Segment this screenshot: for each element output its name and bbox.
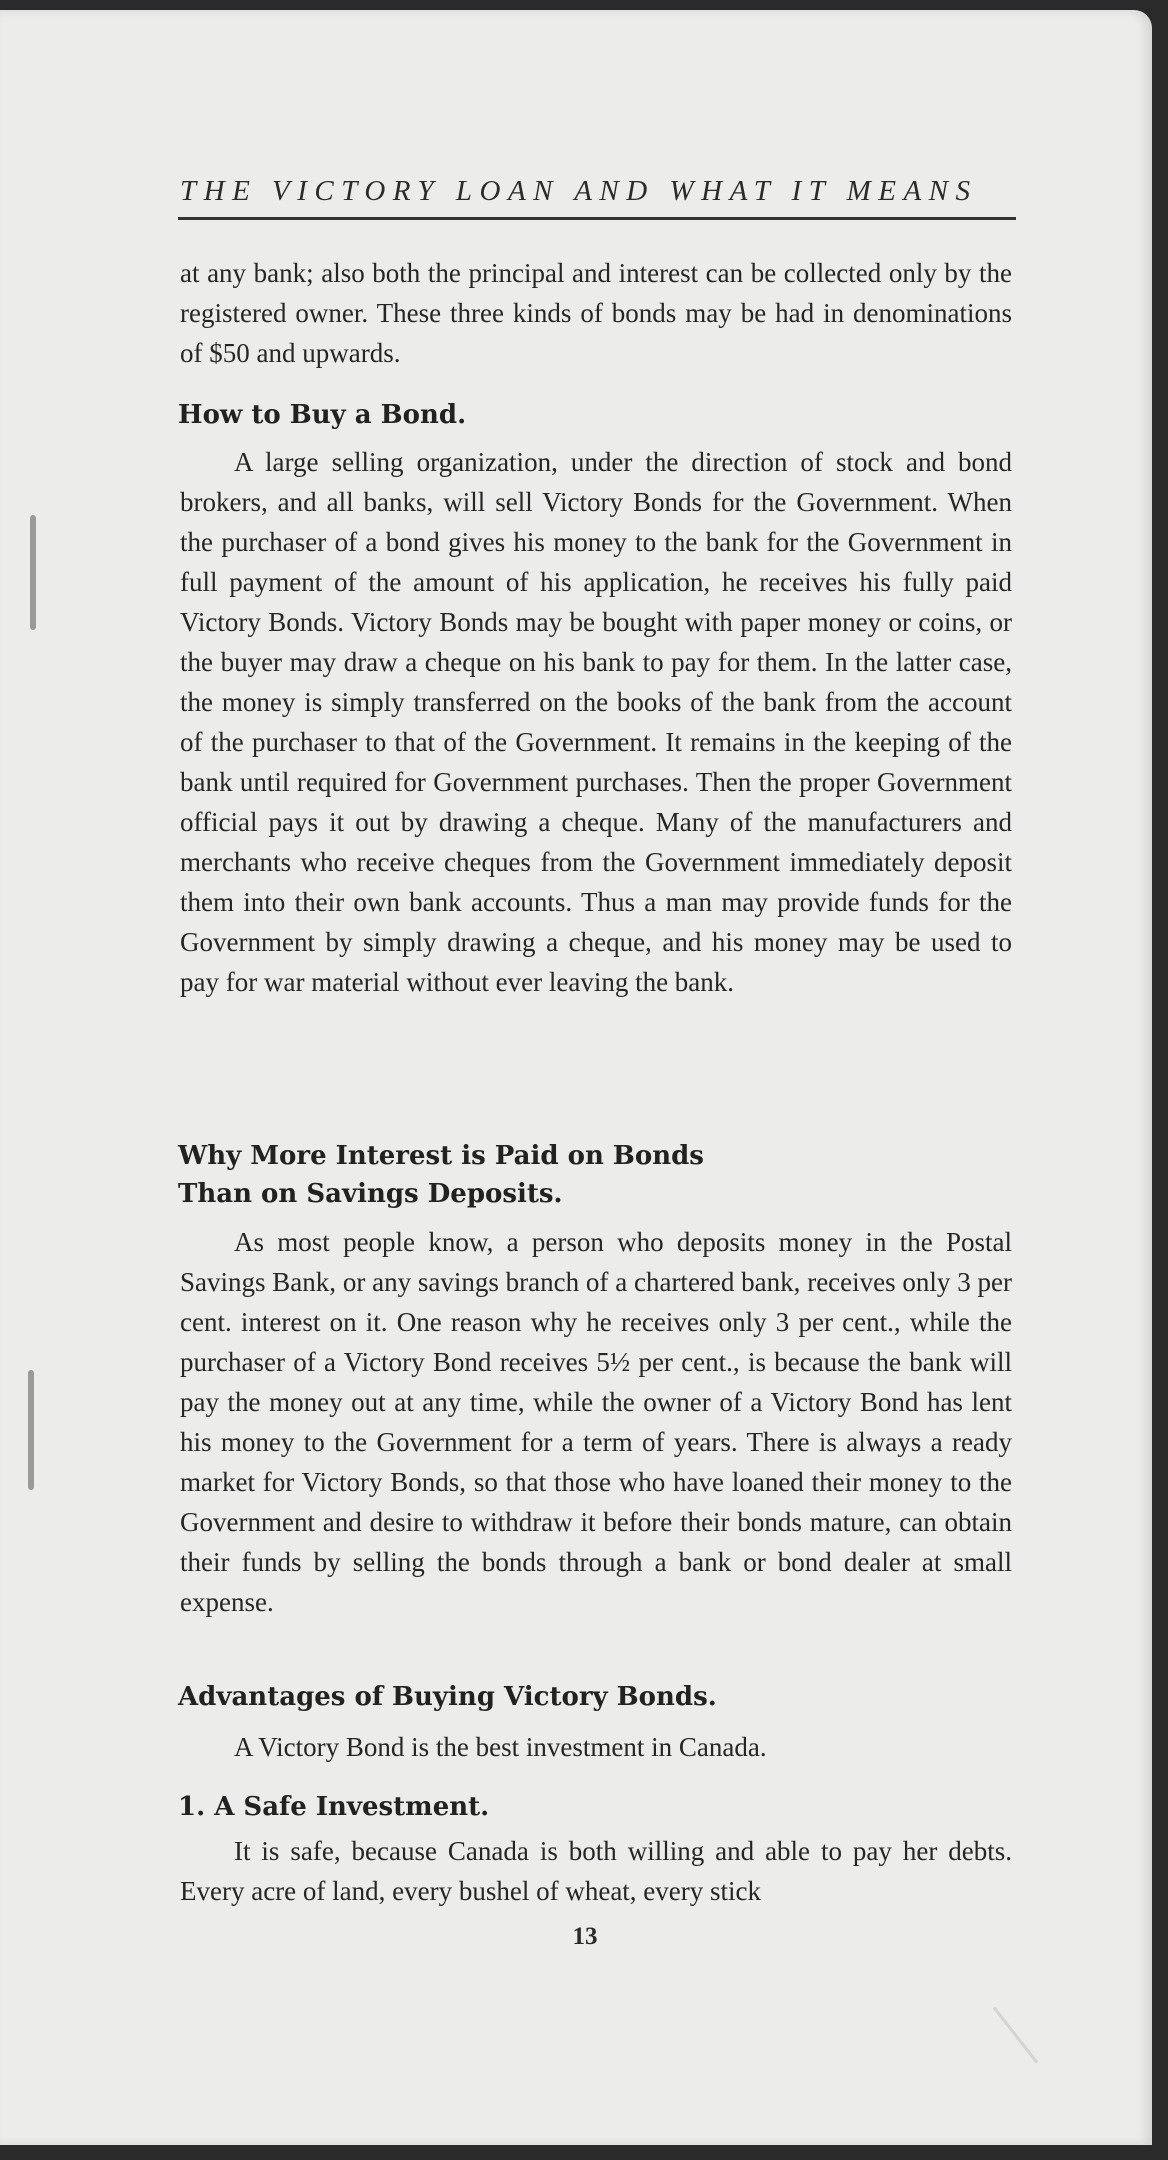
intro-text: at any bank; also both the principal and interest can be collected only by the registered owner. These three kinds of bonds may be had in denominations of $50 and upwards. [180, 258, 1012, 368]
section-body-buy-bond [180, 442, 1012, 1002]
section-heading-advantages: Advantages of Buying Victory Bonds. [178, 1682, 717, 1712]
header-rule [178, 217, 1016, 220]
page-number: 13 [572, 1923, 598, 1950]
section-heading-interest-line1: Why More Interest is Paid on Bonds [178, 1141, 704, 1171]
section-body-advantages [180, 1727, 1012, 1767]
paragraph-safe-investment: It is safe, because Canada is both willing and able to pay her debts. Every acre of land, every bushel of wheat, every stick [180, 1836, 1012, 1906]
paper-scratch [993, 2006, 1038, 2063]
binding-mark-bottom [28, 1370, 34, 1490]
paragraph-interest: As most people know, a person who deposits money in the Postal Savings Bank, or any savings branch of a chartered bank, receives only 3 per cent. interest on it. One reason why he receives only 3 per cent., while the purchaser of a Victory Bond receives 5½ per cent., is because the bank will pay the money out at any time, while the owner of a Victory Bond has lent his money to the Government for a term of years. There is always a ready market for Victory Bonds, so that those who have loaned their money to the Government and desire to withdraw it before their bonds mature, can obtain their funds by selling the bonds through a bank or bond dealer at small expense. [180, 1227, 1012, 1617]
intro-paragraph [180, 253, 1012, 373]
section-body-safe-investment [180, 1831, 1012, 1911]
book-page [0, 10, 1152, 2145]
running-header: THE VICTORY LOAN AND WHAT IT MEANS [180, 175, 978, 207]
paragraph-buy-bond: A large selling organization, under the direction of stock and bond brokers, and all banks, will sell Victory Bonds for the Government. When the purchaser of a bond gives his money to the bank for the Government in full payment of the amount of his application, he receives his fully paid Victory Bonds. Victory Bonds may be bought with paper money or coins, or the buyer may draw a cheque on his bank to pay for them. In the latter case, the money is simply transferred on the books of the bank from the account of the purchaser to that of the Government. It remains in the keeping of the bank until required for Government purchases. Then the proper Government official pays it out by drawing a cheque. Many of the manufacturers and merchants who receive cheques from the Government immediately deposit them into their own bank accounts. Thus a man may provide funds for the Government by simply drawing a cheque, and his money may be used to pay for war material without ever leaving the bank. [180, 447, 1012, 997]
section-body-interest [180, 1222, 1012, 1622]
section-heading-safe-investment: 1. A Safe Investment. [178, 1792, 490, 1822]
section-heading-buy-bond: How to Buy a Bond. [178, 400, 467, 430]
paragraph-advantages: A Victory Bond is the best investment in Canada. [234, 1732, 767, 1762]
section-heading-interest-line2: Than on Savings Deposits. [178, 1179, 563, 1209]
binding-mark-top [30, 515, 36, 630]
